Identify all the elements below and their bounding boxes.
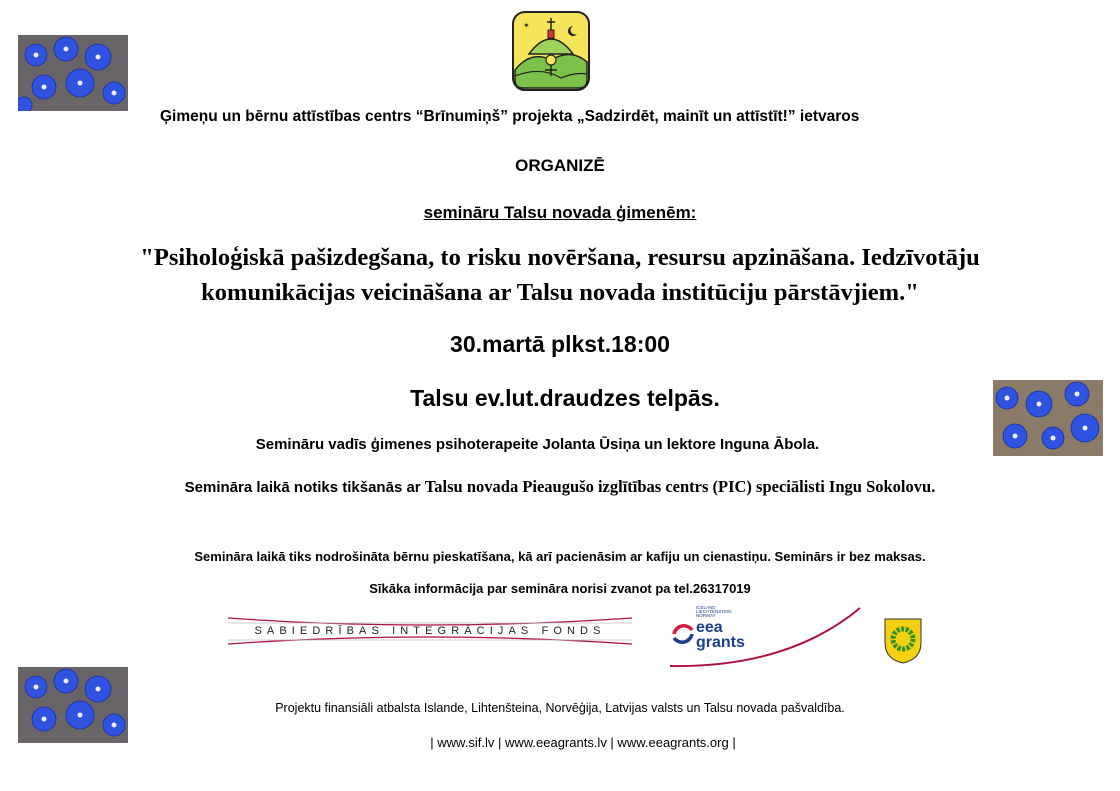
event-place: Talsu ev.lut.draudzes telpās.	[410, 385, 720, 411]
eea-countries-text: ICELAND LIECHTENSTEIN NORWAY	[696, 605, 732, 618]
intro-text: Ģimeņu un bērnu attīstības centrs “Brīnumiņš” projekta „Sadzirdēt, mainīt un attīstīt!” ietvaros	[160, 108, 860, 125]
seminar-title	[0, 240, 1120, 310]
brinumins-logo	[511, 10, 591, 92]
organize-heading: ORGANIZĒ	[515, 156, 605, 175]
seminar-leaders: Semināru vadīs ģimenes psihoterapeite Jolanta Ūsiņa un lektore Inguna Ābola.	[255, 436, 820, 453]
talsi-coat-of-arms	[883, 617, 923, 665]
funding-text: Projektu finansiāli atbalsta Islande, Lihtenšteina, Norvēģija, Latvijas valsts un Talsu novada pašvaldība.	[275, 701, 845, 715]
contact-info: Sīkāka informācija par semināra norisi zvanot pa tel.26317019	[369, 581, 751, 596]
sif-logo-text: SABIEDRĪBAS INTEGRĀCIJAS FONDS	[254, 625, 606, 637]
meeting-prefix: Semināra laikā notiks tikšanās ar	[184, 479, 425, 496]
meeting-info	[0, 477, 1120, 497]
eea-grants-text: eea grants	[696, 619, 745, 651]
seminar-for-heading: semināru Talsu novada ģimenēm:	[423, 203, 697, 222]
seminar-title-line-1: "Psiholoģiskā pašizdegšana, to risku novēršana, resursu apzināšana. Iedzīvotāju	[140, 244, 980, 271]
meeting-details: Talsu novada Pieaugušo izglītības centrs (PIC) speciālisti Ingu Sokolovu.	[424, 477, 936, 496]
seminar-title-line-2: komunikācijas veicināšana ar Talsu novada institūciju pārstāvjiem."	[201, 279, 919, 306]
flowers-image-top-left	[18, 35, 128, 111]
svg-text:✶: ✶	[523, 21, 530, 30]
eea-grants-logo	[668, 606, 864, 670]
sif-logo	[226, 614, 634, 650]
childcare-info: Semināra laikā tiks nodrošināta bērnu pieskatīšana, kā arī pacienāsim ar kafiju un cienastiņu. Seminārs ir bez maksas.	[194, 549, 926, 564]
footer-links: | www.sif.lv | www.eeagrants.lv | www.eeagrants.org |	[430, 735, 736, 750]
event-date-time: 30.martā plkst.18:00	[450, 331, 670, 357]
